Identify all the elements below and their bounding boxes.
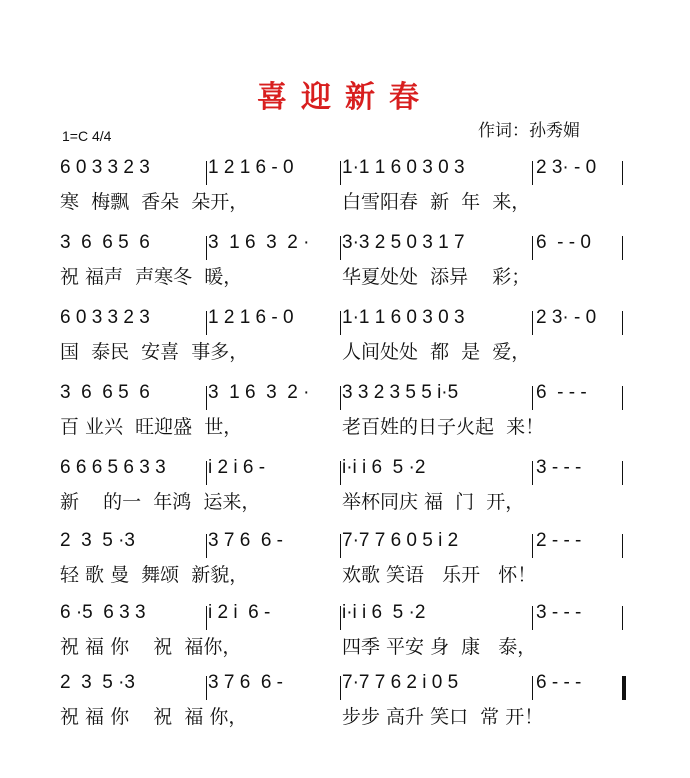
score-line xyxy=(60,530,640,588)
bar-line xyxy=(622,676,626,700)
bar-line xyxy=(622,606,623,630)
lyric-phrase: 祝 福声 声寒冬 暖， xyxy=(60,266,243,288)
lyricist-credit: 作词：孙秀媚 xyxy=(478,121,580,141)
bar-line xyxy=(532,461,533,485)
lyrics-row xyxy=(60,632,640,660)
measure: 6 - - - xyxy=(536,382,587,403)
measure: 6 0 3 3 2 3 xyxy=(60,307,150,328)
lyric-phrase: 举杯同庆 福 门 开， xyxy=(342,491,525,513)
measure: i·i i 6 5 ·2 xyxy=(342,457,426,478)
lyric-phrase: 华夏处处 添异 彩； xyxy=(342,266,531,288)
lyric-phrase: 寒 梅飘 香朵 朵开， xyxy=(60,191,249,213)
bar-line xyxy=(340,606,341,630)
measure: 3 6 6 5 6 xyxy=(60,232,150,253)
lyric-phrase: 老百姓的日子火起 来！ xyxy=(342,416,545,438)
measure: 2 3 5 ·3 xyxy=(60,672,135,693)
bar-line xyxy=(206,606,207,630)
lyric-phrase: 白雪阳春 新 年 来， xyxy=(342,191,531,213)
measure: 2 3· - 0 xyxy=(536,307,597,328)
score-line xyxy=(60,457,640,515)
bar-line xyxy=(622,386,623,410)
key-signature: 1=C 4/4 xyxy=(62,128,112,144)
bar-line xyxy=(206,534,207,558)
notation-row xyxy=(60,457,640,487)
notation-row xyxy=(60,307,640,337)
measure: 3 3 2 3 5 5 i·5 xyxy=(342,382,459,403)
bar-line xyxy=(622,161,623,185)
measure: 2 3 5 ·3 xyxy=(60,530,135,551)
measure: i·i i 6 5 ·2 xyxy=(342,602,426,623)
song-title: 喜迎新春 xyxy=(257,80,433,115)
measure: 3 - - - xyxy=(536,457,582,478)
measure: 1·1 1 6 0 3 0 3 xyxy=(342,157,465,178)
lyric-phrase: 步步 高升 笑口 常 开！ xyxy=(342,706,544,728)
measure: 3·3 2 5 0 3 1 7 xyxy=(342,232,465,253)
bar-line xyxy=(622,236,623,260)
measure: 6 6 6 5 6 3 3 xyxy=(60,457,166,478)
notation-row xyxy=(60,157,640,187)
bar-line xyxy=(340,676,341,700)
measure: 1·1 1 6 0 3 0 3 xyxy=(342,307,465,328)
bar-line xyxy=(340,461,341,485)
measure: 6 - - - xyxy=(536,672,582,693)
lyrics-row xyxy=(60,337,640,365)
bar-line xyxy=(532,161,533,185)
bar-line xyxy=(622,311,623,335)
measure: 3 7 6 6 - xyxy=(208,530,283,551)
bar-line xyxy=(532,534,533,558)
lyric-phrase: 祝 福 你 祝 福 你， xyxy=(60,706,248,728)
lyric-phrase: 新 的一 年鸿 运来， xyxy=(60,491,261,513)
bar-line xyxy=(340,311,341,335)
bar-line xyxy=(206,161,207,185)
measure: 6 - - 0 xyxy=(536,232,591,253)
lyric-phrase: 国 泰民 安喜 事多， xyxy=(60,341,249,363)
bar-line xyxy=(532,606,533,630)
bar-line xyxy=(622,461,623,485)
measure: 7·7 7 6 0 5 i 2 xyxy=(342,530,459,551)
measure: i 2 i 6 - xyxy=(208,602,271,623)
bar-line xyxy=(622,534,623,558)
bar-line xyxy=(340,534,341,558)
score-line xyxy=(60,307,640,365)
lyrics-row xyxy=(60,487,640,515)
notation-row xyxy=(60,530,640,560)
measure: 6 ·5 6 3 3 xyxy=(60,602,146,623)
lyric-phrase: 四季 平安 身 康 泰， xyxy=(342,636,537,658)
bar-line xyxy=(206,236,207,260)
score-line xyxy=(60,672,640,730)
notation-row xyxy=(60,232,640,262)
lyrics-row xyxy=(60,702,640,730)
bar-line xyxy=(532,386,533,410)
bar-line xyxy=(532,676,533,700)
lyrics-row xyxy=(60,412,640,440)
lyrics-row xyxy=(60,560,640,588)
measure: 3 7 6 6 - xyxy=(208,672,283,693)
lyrics-row xyxy=(60,187,640,215)
measure: 3 1 6 3 2 · xyxy=(208,382,310,403)
lyric-phrase: 轻 歌 曼 舞颂 新貌， xyxy=(60,564,249,586)
measure: 6 0 3 3 2 3 xyxy=(60,157,150,178)
score-line xyxy=(60,232,640,290)
bar-line xyxy=(206,676,207,700)
score-line xyxy=(60,602,640,660)
bar-line xyxy=(532,311,533,335)
bar-line xyxy=(206,386,207,410)
notation-row xyxy=(60,602,640,632)
bar-line xyxy=(532,236,533,260)
bar-line xyxy=(206,311,207,335)
lyrics-row xyxy=(60,262,640,290)
notation-row xyxy=(60,672,640,702)
bar-line xyxy=(340,386,341,410)
notation-row xyxy=(60,382,640,412)
measure: 3 6 6 5 6 xyxy=(60,382,150,403)
measure: 7·7 7 6 2 i 0 5 xyxy=(342,672,459,693)
measure: i 2 i 6 - xyxy=(208,457,266,478)
measure: 3 1 6 3 2 · xyxy=(208,232,310,253)
lyric-phrase: 百 业兴 旺迎盛 世， xyxy=(60,416,243,438)
score-line xyxy=(60,382,640,440)
measure: 2 - - - xyxy=(536,530,582,551)
bar-line xyxy=(206,461,207,485)
measure: 3 - - - xyxy=(536,602,582,623)
score-line xyxy=(60,157,640,215)
lyric-phrase: 祝 福 你 祝 福你， xyxy=(60,636,242,658)
measure: 1 2 1 6 - 0 xyxy=(208,157,294,178)
measure: 1 2 1 6 - 0 xyxy=(208,307,294,328)
lyric-phrase: 人间处处 都 是 爱， xyxy=(342,341,531,363)
bar-line xyxy=(340,236,341,260)
bar-line xyxy=(340,161,341,185)
lyric-phrase: 欢歌 笑语 乐开 怀！ xyxy=(342,564,537,586)
measure: 2 3· - 0 xyxy=(536,157,597,178)
